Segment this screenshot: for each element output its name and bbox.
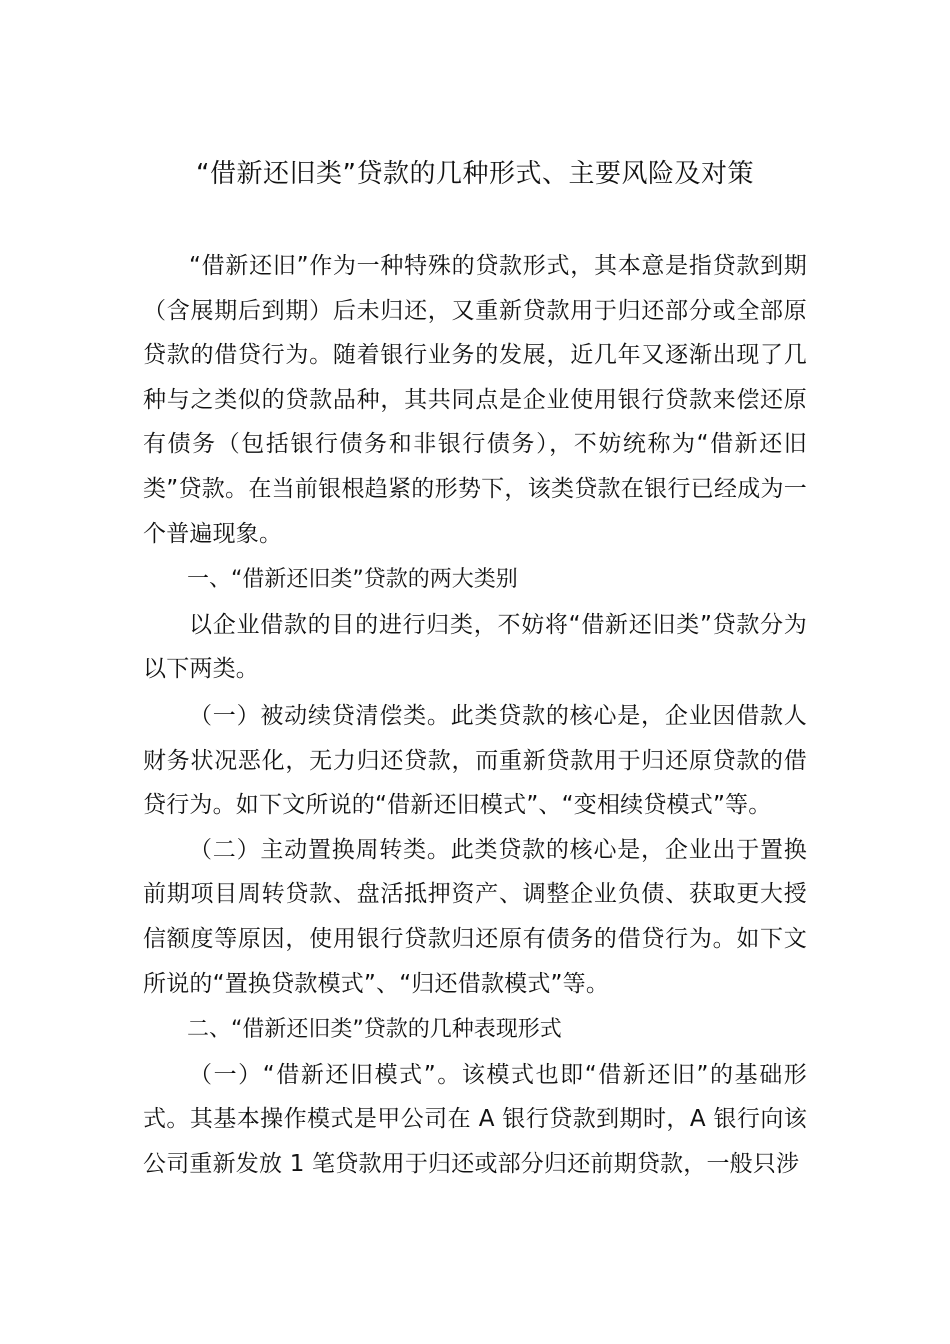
section-heading-2: 二、“借新还旧类”贷款的几种表现形式 <box>187 1017 562 1043</box>
document-title: “借新还旧类”贷款的几种形式、主要风险及对策 <box>196 159 754 189</box>
borrow-new-repay-old-paragraph: （一）“借新还旧模式”。该模式也即“借新还旧”的基础形式。其基本操作模式是甲公司在 A 银行贷款到期时，A 银行向该公司重新发放 1 笔贷款用于归还或部分归还前期贷款，一般只涉 <box>143 1061 807 1177</box>
section-heading-1: 一、“借新还旧类”贷款的两大类别 <box>187 567 518 593</box>
active-replacement-paragraph: （二）主动置换周转类。此类贷款的核心是，企业出于置换前期项目周转贷款、盘活抵押资产、调整企业负债、获取更大授信额度等原因，使用银行贷款归还原有债务的借贷行为。如下文所说的“置换贷款模式”、“归还借款模式”等。 <box>143 836 807 997</box>
document-body <box>143 244 807 1186</box>
section-1-intro-paragraph: 以企业借款的目的进行归类，不妨将“借新还旧类”贷款分为以下两类。 <box>143 611 807 683</box>
intro-paragraph: “借新还旧”作为一种特殊的贷款形式，其本意是指贷款到期（含展期后到期）后未归还，又重新贷款用于归还部分或全部原贷款的借贷行为。随着银行业务的发展，近几年又逐渐出现了几种与之类似的贷款品种，其共同点是企业使用银行贷款来偿还原有债务（包括银行债务和非银行债务），不妨统称为“借新还旧类”贷款。在当前银根趋紧的形势下，该类贷款在银行已经成为一个普遍现象。 <box>143 253 807 547</box>
passive-renewal-paragraph: （一）被动续贷清偿类。此类贷款的核心是，企业因借款人财务状况恶化，无力归还贷款，而重新贷款用于归还原贷款的借贷行为。如下文所说的“借新还旧模式”、“变相续贷模式”等。 <box>143 702 807 819</box>
